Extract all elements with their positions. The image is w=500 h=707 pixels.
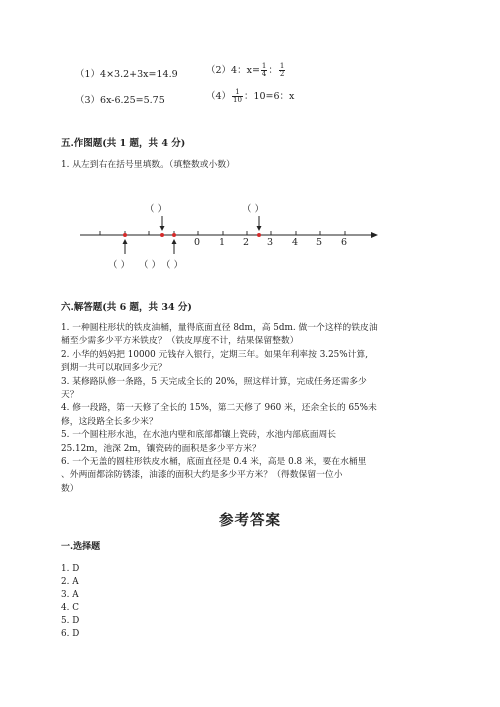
ratio-separator: ： (268, 65, 278, 76)
answer-bracket-bottom-3: （ ） (161, 260, 184, 271)
answer-bracket-top-2: （ ） (242, 204, 265, 215)
tick-label-5: 5 (316, 237, 323, 248)
tick-label-4: 4 (292, 237, 299, 248)
equation-2 (206, 62, 286, 78)
question-line: 4. 修一段路，第一天修了全长的 15%，第二天修了 960 米，还余全长的 65%未 (61, 403, 377, 414)
tick-label-6: 6 (341, 237, 348, 248)
answer-bracket-top-1: （ ） (145, 204, 168, 215)
arrowhead-icon (371, 232, 378, 238)
question-line: 1. 一种圆柱形状的铁皮油桶，量得底面直径 8dm，高 5dm. 做一个这样的铁皮油 (61, 323, 378, 333)
section-5-title: 五.作图题(共 1 题，共 4 分) (61, 138, 186, 149)
equation-4-suffix: ：10=6：x (243, 91, 295, 102)
section-6-title: 六.解答题(共 6 题，共 34 分) (61, 302, 192, 313)
answers-title: 参考答案 (219, 512, 281, 529)
question-line: 6. 一个无盖的圆柱形铁皮水桶，底面直径是 0.4 米，高是 0.8 米，要在水桶里 (61, 457, 367, 468)
fraction-denominator: 4 (261, 70, 267, 78)
fraction-denominator: 2 (279, 70, 285, 78)
question-line: 数） (61, 483, 79, 494)
red-point (172, 233, 176, 237)
question-line: 、外两面都涂防锈漆，油漆的面积大约是多少平方米？（得数保留一位小 (61, 470, 343, 481)
equation-3: （3）6x-6.25=5.75 (75, 95, 165, 106)
answer-item: 1. D (61, 564, 80, 574)
fraction-numerator: 1 (279, 62, 285, 70)
answer-bracket-bottom-2: （ ） (139, 260, 162, 271)
down-arrowhead-icon (257, 226, 262, 231)
fraction-one-tenth (232, 89, 243, 104)
answer-item: 2. A (61, 577, 79, 588)
red-point (160, 233, 164, 237)
question-line: 3. 某修路队修一条路，5 天完成全长的 20%，照这样计算，完成任务还需多少 (61, 376, 367, 387)
question-line: 修，这段路全长多少米？ (61, 416, 158, 427)
answers-subtitle: 一.选择题 (61, 542, 101, 552)
question-line: 桶至少需多少平方米铁皮？（铁皮厚度不计，结果保留整数） (61, 336, 299, 347)
fraction-one-half (279, 63, 285, 78)
equation-4-prefix: （4） (206, 91, 232, 102)
answer-item: 5. D (61, 616, 80, 627)
down-arrowhead-icon (160, 226, 165, 231)
equation-4 (206, 88, 294, 104)
equation-2-prefix: （2）4：x= (206, 65, 260, 76)
question-line: 25.12m，池深 2m，镶瓷砖的面积是多少平方米？ (61, 443, 261, 454)
answers-list (61, 563, 79, 642)
question-line: 到期一共可以取回多少元？ (61, 363, 167, 374)
answer-item: 4. C (61, 603, 79, 614)
answer-bracket-bottom-1: （ ） (108, 260, 131, 271)
question-line: 2. 小华的妈妈把 10000 元钱存入银行，定期三年。如果年利率按 3.25%计算, (61, 349, 369, 360)
red-point (123, 233, 127, 237)
section-5-question: 1. 从左到右在括号里填数。（填整数或小数） (61, 160, 235, 170)
tick-label-3: 3 (267, 237, 274, 248)
number-line (75, 198, 385, 273)
fraction-numerator: 1 (261, 62, 267, 70)
tick-label-0: 0 (194, 237, 201, 248)
red-point (257, 233, 261, 237)
fraction-denominator: 10 (233, 96, 242, 104)
tick-label-2: 2 (243, 237, 250, 248)
fraction-numerator: 1 (232, 89, 243, 97)
up-arrowhead-icon (123, 239, 128, 244)
tick-label-1: 1 (219, 237, 226, 248)
question-line: 5. 一个圆柱形水池，在水池内壁和底部都镶上瓷砖，水池内部底面周长 (61, 430, 337, 441)
fraction-one-quarter (261, 63, 267, 78)
equation-1: （1）4×3.2+3x=14.9 (75, 69, 178, 80)
up-arrowhead-icon (172, 239, 177, 244)
section-6-questions (61, 322, 451, 496)
answer-item: 6. D (61, 629, 80, 640)
question-line: 天？ (61, 390, 79, 401)
answer-item: 3. A (61, 590, 79, 601)
